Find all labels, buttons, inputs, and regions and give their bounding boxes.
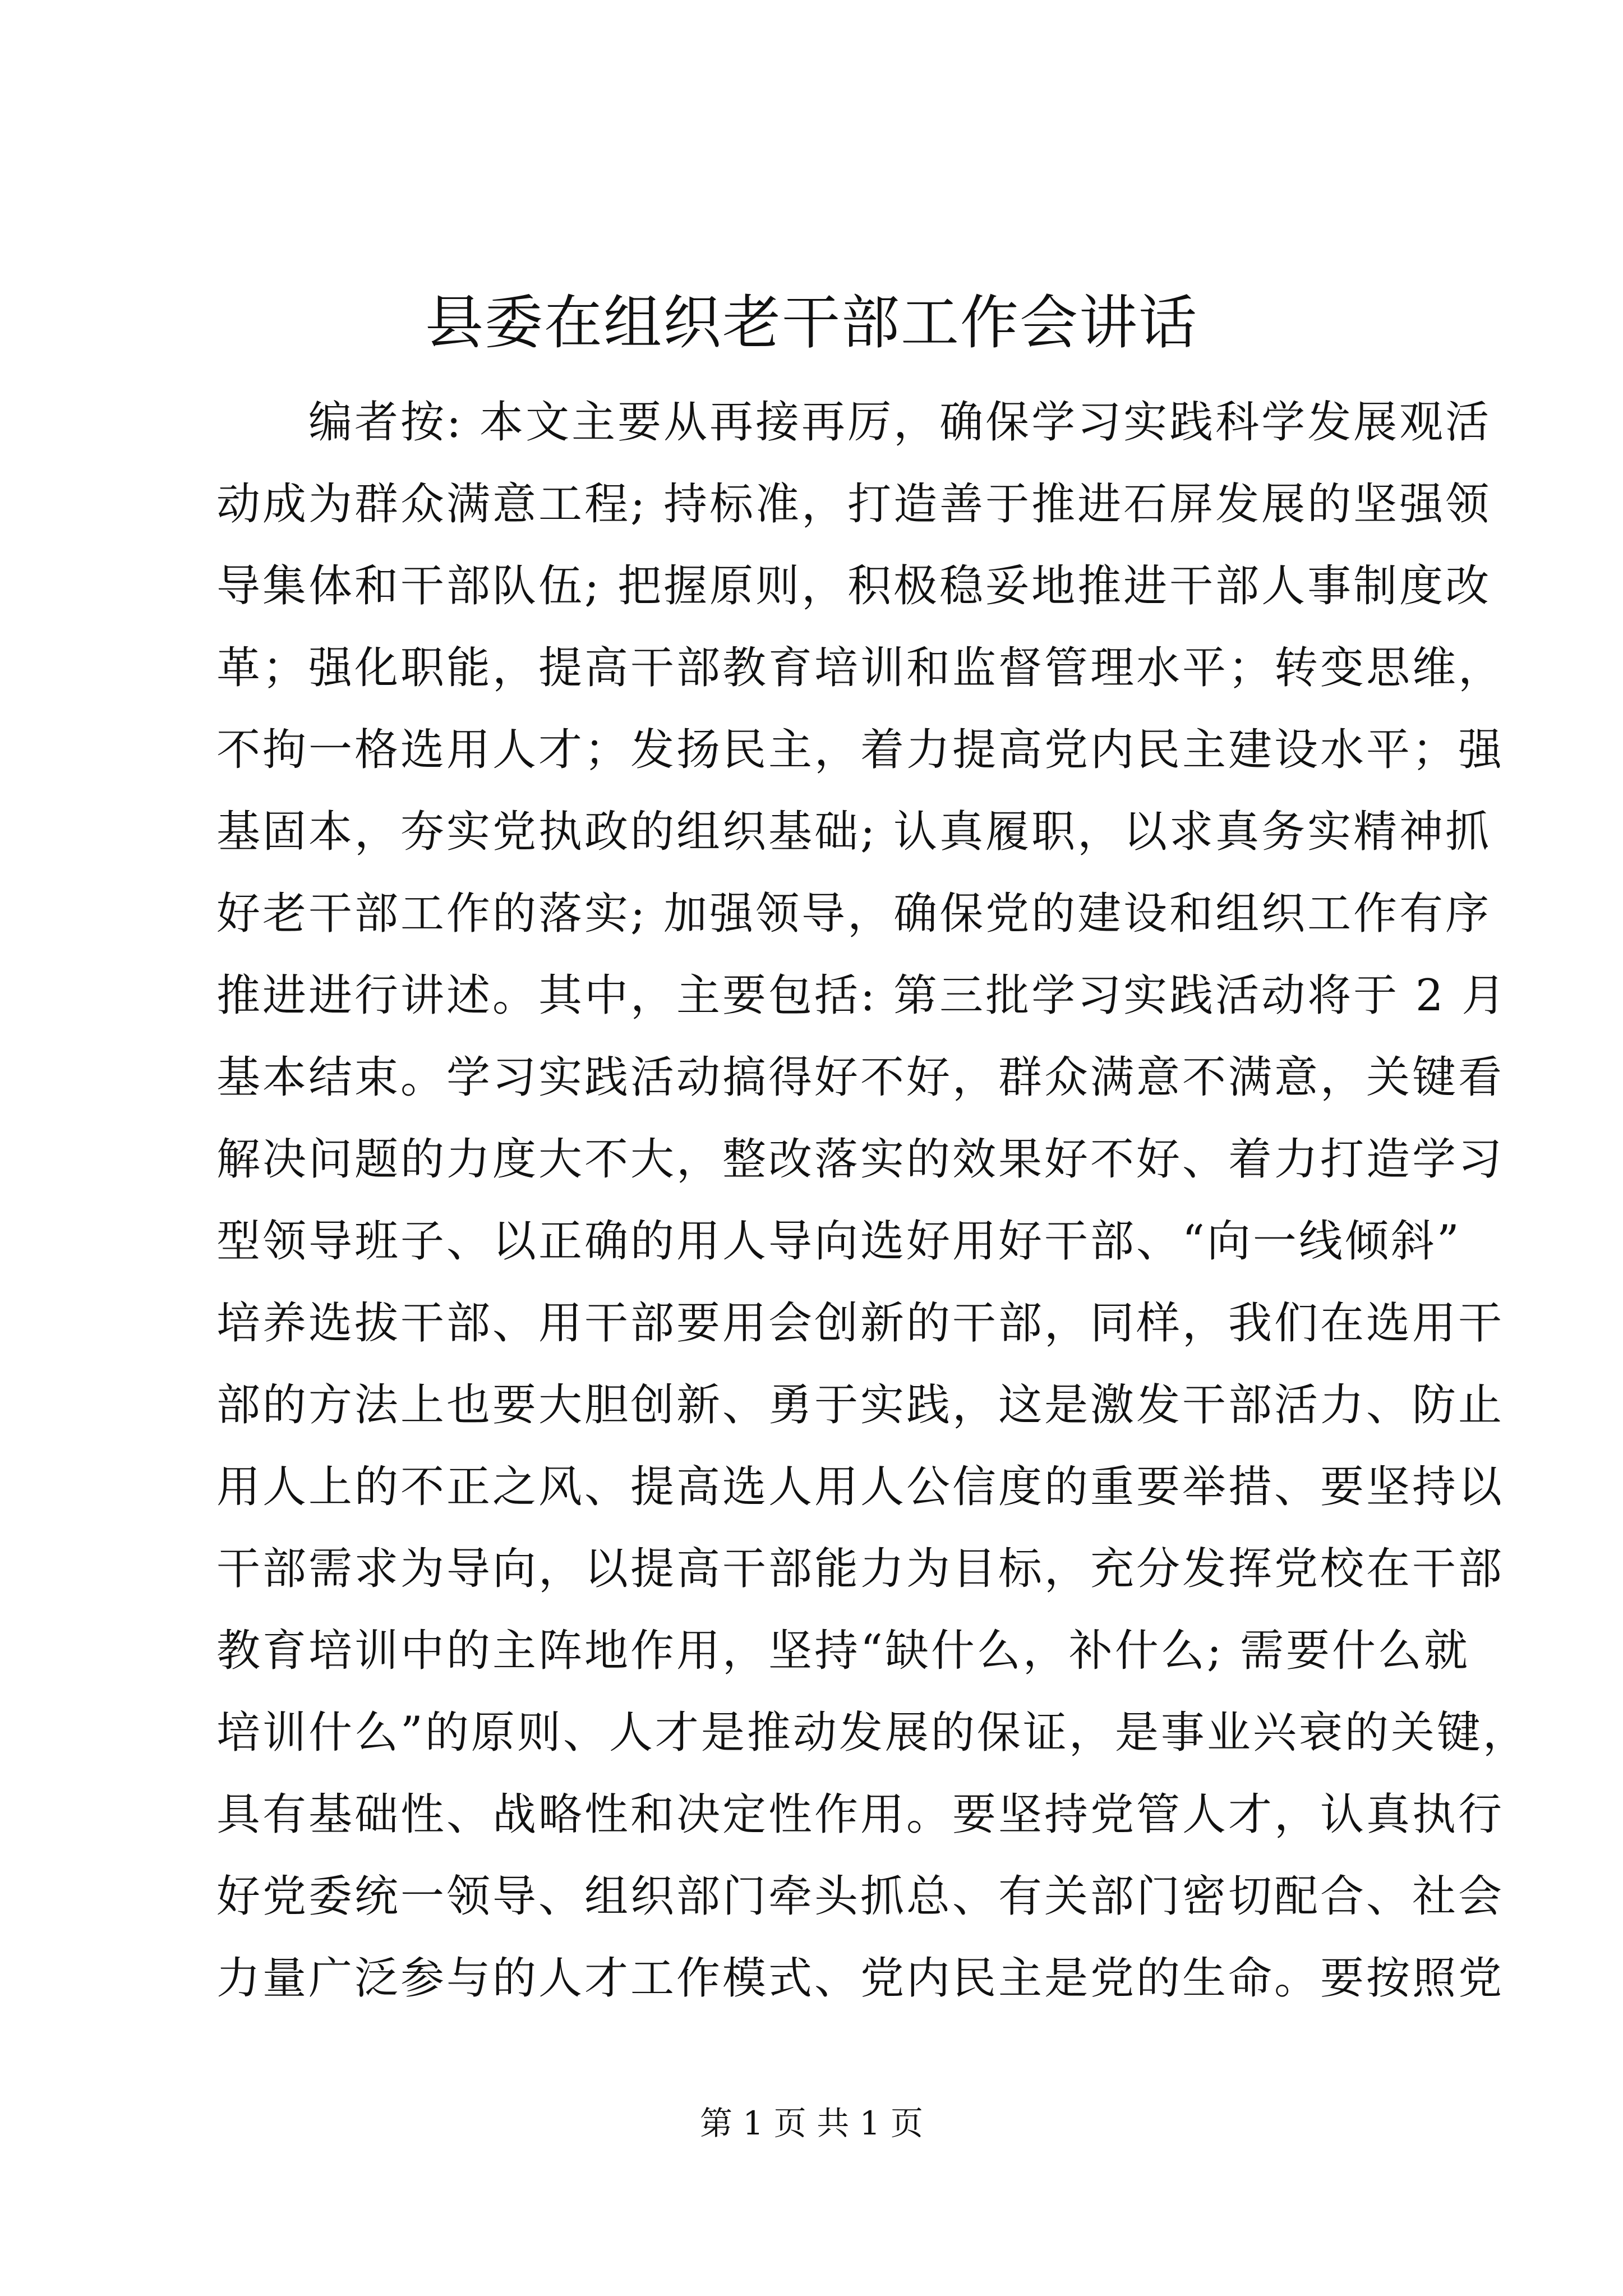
body-line: 教育培训中的主阵地作用，坚持“缺什么，补什么; 需要什么就 [216,1626,1470,1676]
body-line: 革；强化职能，提高干部教育培训和监督管理水平；转变思维， [216,643,1505,693]
body-line: 具有基础性、战略性和决定性作用。要坚持党管人才，认真执行 [216,1789,1505,1840]
body-line: 基本结束。学习实践活动搞得好不好，群众满意不满意，关键看 [216,1052,1505,1103]
body-line: 部的方法上也要大胆创新、勇于实践，这是激发干部活力、防止 [216,1380,1505,1430]
document-title: 县委在组织老干部工作会讲话 [425,288,1198,357]
body-line: 导集体和干部队伍; 把握原则，积极稳妥地推进干部人事制度改 [216,561,1492,611]
body-line: 干部需求为导向，以提高干部能力为目标，充分发挥党校在干部 [216,1544,1505,1594]
body-line: 编者按: 本文主要从再接再厉，确保学习实践科学发展观活 [308,397,1492,448]
body-line: 用人上的不正之风、提高选人用人公信度的重要举措、要坚持以 [216,1462,1505,1512]
page-footer: 第 1 页 共 1 页 [700,2104,923,2142]
document-body [216,381,1529,2019]
body-line: 好党委统一领导、组织部门牵头抓总、有关部门密切配合、社会 [216,1871,1505,1922]
body-line: 好老干部工作的落实; 加强领导，确保党的建设和组织工作有序 [216,889,1492,939]
body-line: 动成为群众满意工程; 持标准，打造善于推进石屏发展的坚强领 [216,479,1492,530]
body-line: 不拘一格选用人才；发扬民主，着力提高党内民主建设水平；强 [216,725,1505,775]
body-line: 力量广泛参与的人才工作模式、党内民主是党的生命。要按照党 [216,1953,1505,2004]
body-line: 培养选拔干部、用干部要用会创新的干部，同样，我们在选用干 [216,1298,1505,1349]
body-line: 培训什么”的原则、人才是推动发展的保证，是事业兴衰的关键， [216,1708,1529,1758]
body-line: 型领导班子、以正确的用人导向选好用好干部、“向一线倾斜” [216,1216,1461,1267]
body-line: 推进进行讲述。其中，主要包括: 第三批学习实践活动将于 2 月 [216,970,1508,1021]
body-line: 解决问题的力度大不大，整改落实的效果好不好、着力打造学习 [216,1134,1505,1185]
body-line: 基固本，夯实党执政的组织基础; 认真履职，以求真务实精神抓 [216,807,1492,857]
